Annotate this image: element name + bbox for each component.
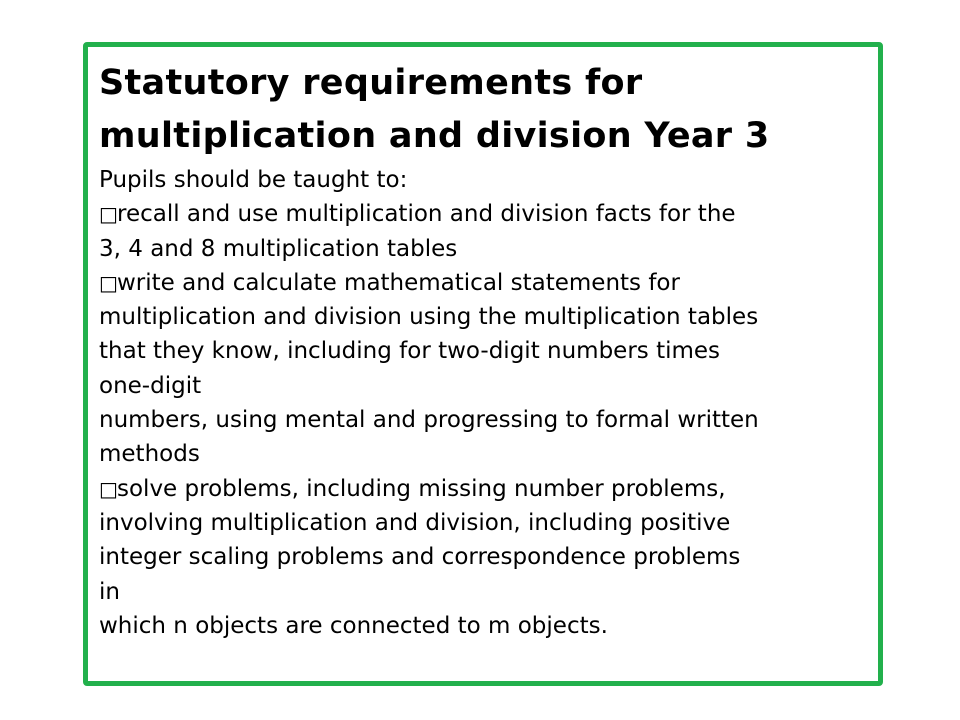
bullet-3-line-2: involving multiplication and division, including positive	[99, 509, 731, 536]
bullet-2-line-5: numbers, using mental and progressing to formal written	[99, 407, 759, 434]
bullet-2-line-1	[99, 266, 871, 300]
content-frame	[83, 42, 883, 686]
bullet-2-line-2: multiplication and division using the multiplication tables	[99, 304, 759, 331]
bullet-1-line-2: 3, 4 and 8 multiplication tables	[99, 235, 458, 262]
intro-text: Pupils should be taught to:	[99, 167, 408, 193]
bullet-2-line-4: one-digit	[99, 372, 202, 399]
bullet-3-line-4: in	[99, 578, 120, 605]
bullet-box-icon: □	[99, 270, 118, 295]
bullet-2-line-3: that they know, including for two-digit numbers times	[99, 338, 721, 365]
bullet-1-line-1	[99, 197, 871, 231]
bullet-3-text: solve problems, including missing number problems,	[117, 475, 726, 502]
bullet-3-line-1	[99, 472, 871, 506]
bullet-box-icon: □	[99, 476, 118, 501]
bullet-3-line-5: which n objects are connected to m objects.	[99, 612, 608, 639]
slide-content	[99, 57, 871, 643]
bullet-2-text: write and calculate mathematical statements for	[117, 269, 680, 296]
bullet-3-line-3: integer scaling problems and correspondence problems	[99, 544, 741, 571]
bullet-box-icon: □	[99, 202, 118, 227]
title-line-2: multiplication and division Year 3	[99, 116, 770, 156]
title-line-1: Statutory requirements for	[99, 63, 643, 103]
bullet-1-text: recall and use multiplication and division facts for the	[117, 201, 736, 228]
bullet-2-line-6: methods	[99, 441, 200, 468]
